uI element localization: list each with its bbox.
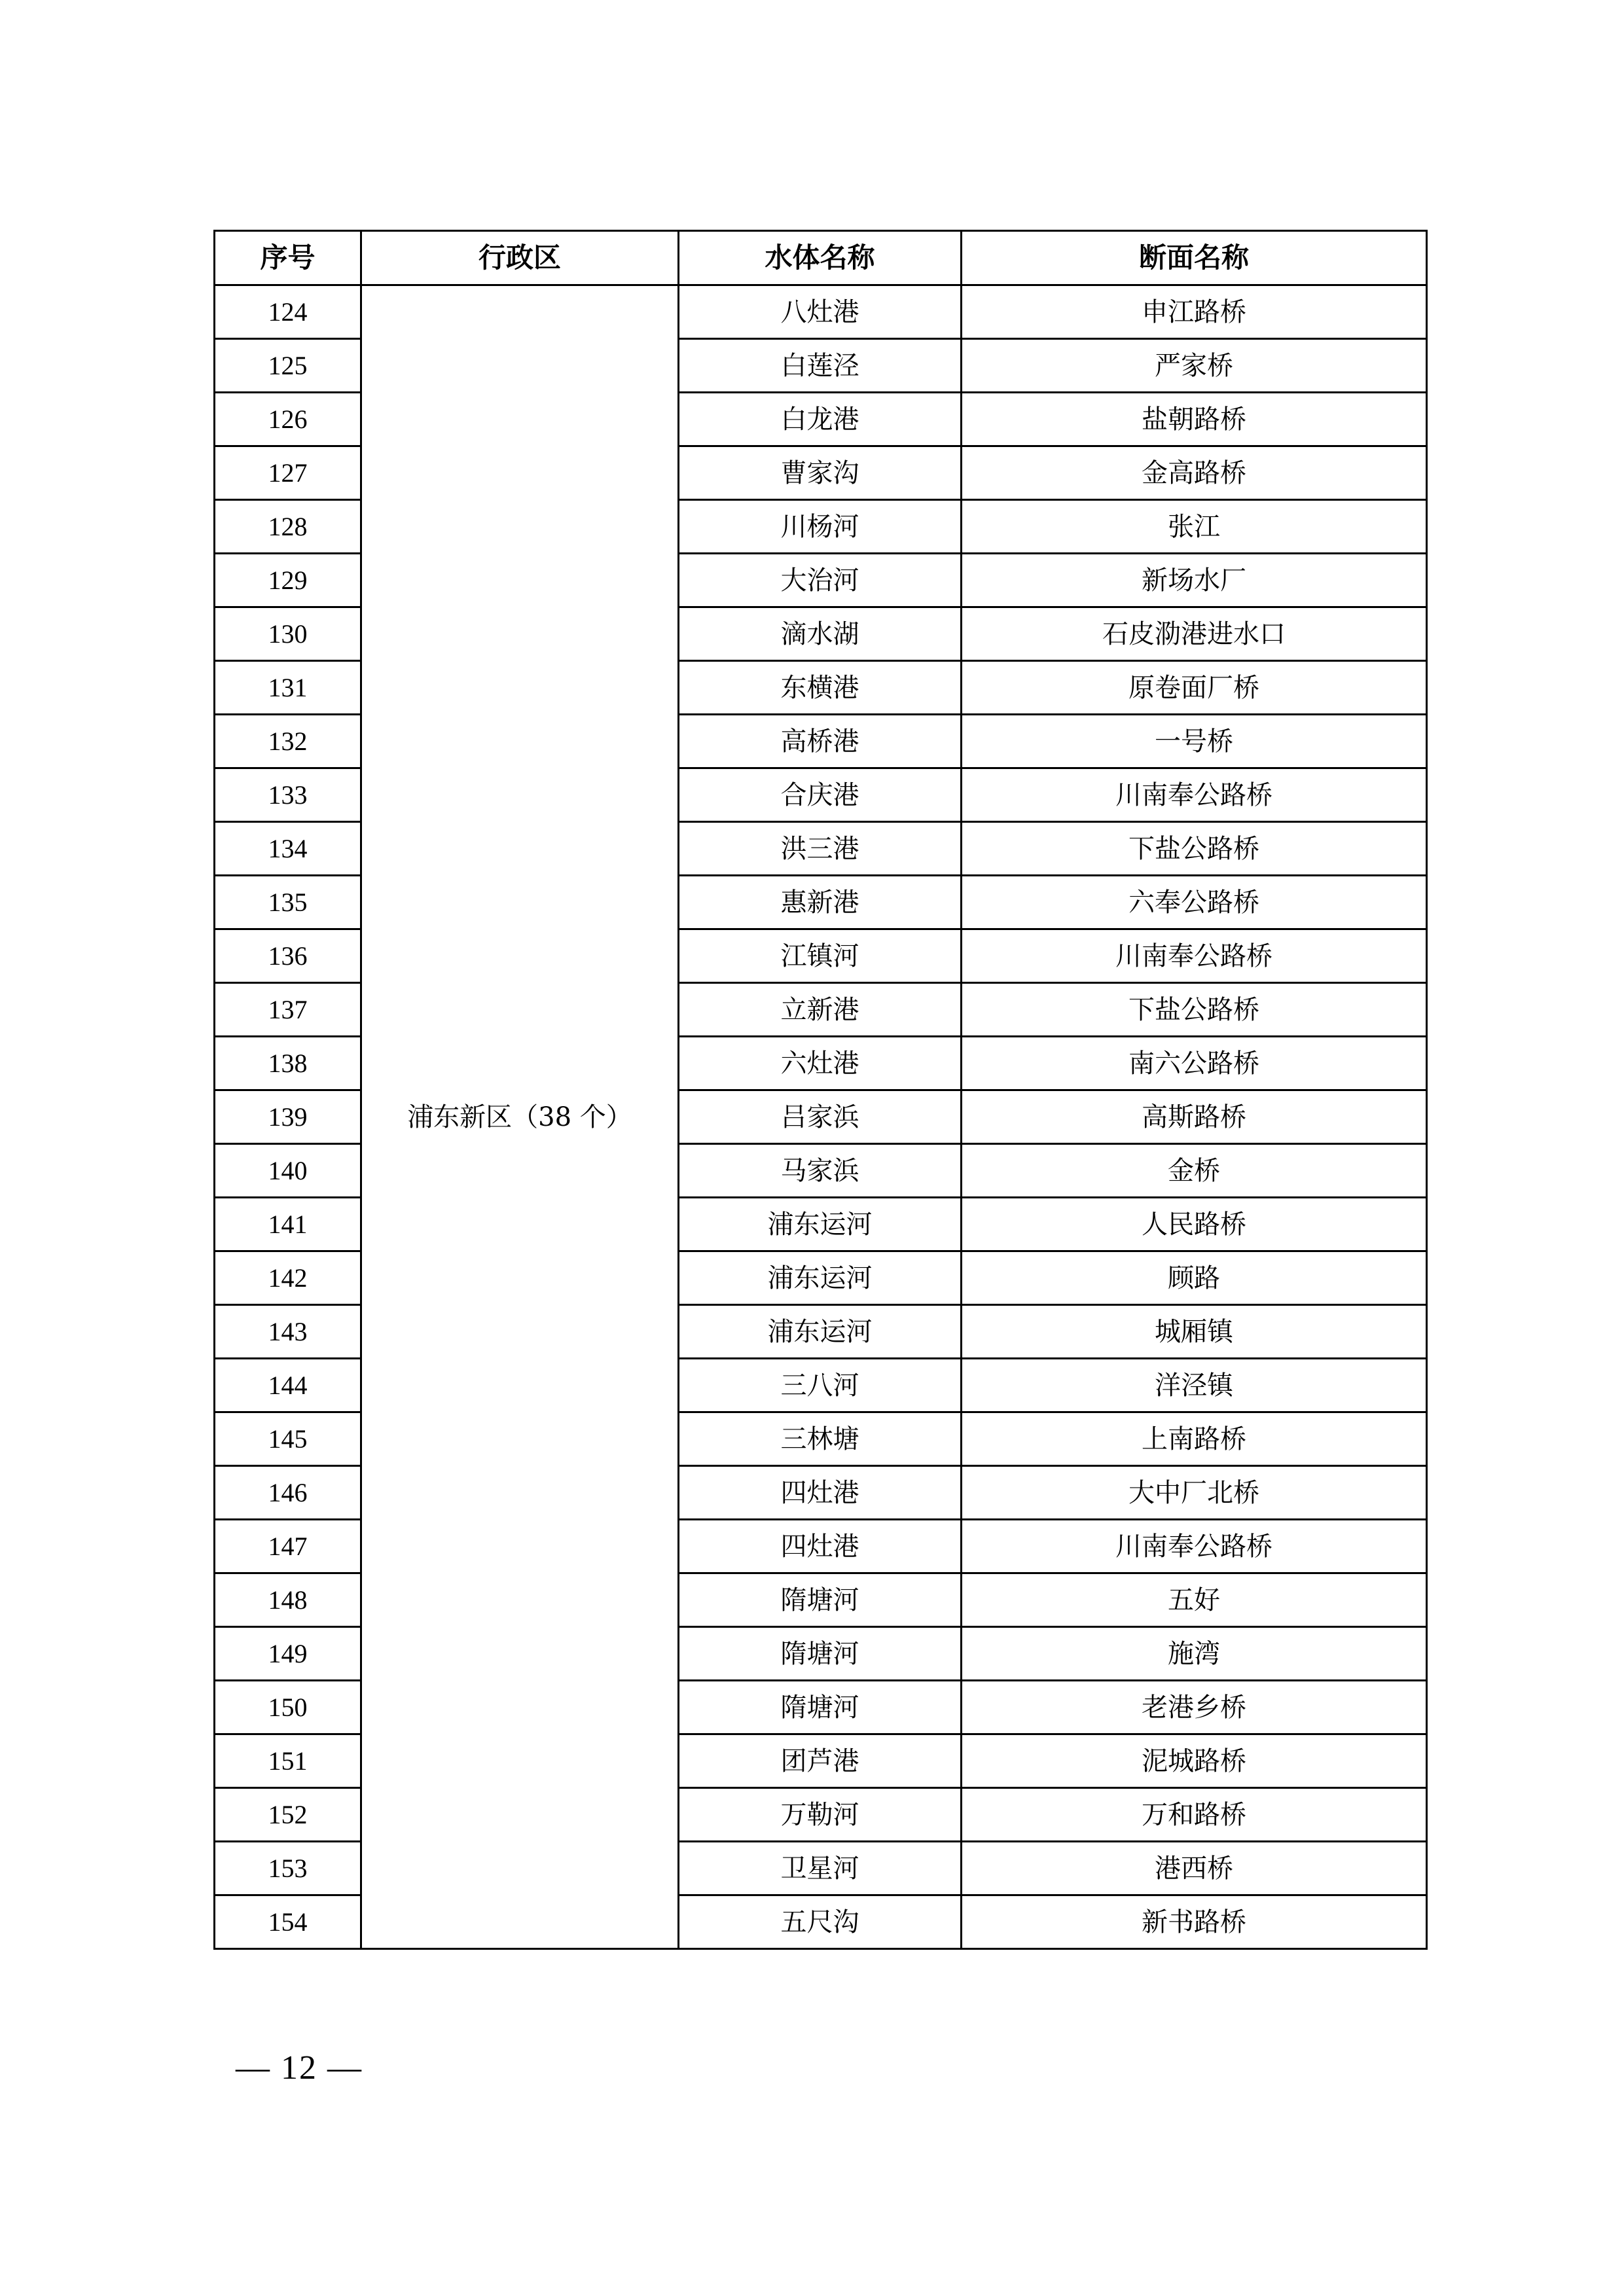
table-row: [215, 285, 1427, 339]
water-body-cell: 川杨河: [679, 500, 962, 554]
serial-number-cell: 135: [215, 876, 361, 929]
section-name-cell: 港西桥: [962, 1842, 1427, 1895]
serial-number-cell: 144: [215, 1359, 361, 1412]
serial-number-cell: 134: [215, 822, 361, 876]
water-body-cell: 三林塘: [679, 1412, 962, 1466]
water-body-cell: 滴水湖: [679, 607, 962, 661]
water-body-cell: 高桥港: [679, 715, 962, 768]
section-name-cell: 高斯路桥: [962, 1090, 1427, 1144]
section-name-cell: 洋泾镇: [962, 1359, 1427, 1412]
section-name-cell: 川南奉公路桥: [962, 768, 1427, 822]
water-body-cell: 浦东运河: [679, 1251, 962, 1305]
serial-number-cell: 147: [215, 1520, 361, 1573]
water-body-cell: 马家浜: [679, 1144, 962, 1198]
water-body-cell: 东横港: [679, 661, 962, 715]
section-name-cell: 金高路桥: [962, 446, 1427, 500]
header-district: 行政区: [361, 231, 679, 285]
water-body-cell: 三八河: [679, 1359, 962, 1412]
section-name-cell: 人民路桥: [962, 1198, 1427, 1251]
water-body-cell: 四灶港: [679, 1466, 962, 1520]
section-name-cell: 张江: [962, 500, 1427, 554]
serial-number-cell: 150: [215, 1681, 361, 1734]
serial-number-cell: 130: [215, 607, 361, 661]
section-name-cell: 盐朝路桥: [962, 393, 1427, 446]
header-section-name: 断面名称: [962, 231, 1427, 285]
section-name-cell: 原卷面厂桥: [962, 661, 1427, 715]
water-body-cell: 万勒河: [679, 1788, 962, 1842]
section-name-cell: 一号桥: [962, 715, 1427, 768]
water-body-cell: 五尺沟: [679, 1895, 962, 1949]
serial-number-cell: 133: [215, 768, 361, 822]
header-serial-number: 序号: [215, 231, 361, 285]
serial-number-cell: 126: [215, 393, 361, 446]
serial-number-cell: 137: [215, 983, 361, 1037]
table-body: [215, 285, 1427, 1949]
serial-number-cell: 136: [215, 929, 361, 983]
section-name-cell: 申江路桥: [962, 285, 1427, 339]
serial-number-cell: 148: [215, 1573, 361, 1627]
section-name-cell: 石皮泐港进水口: [962, 607, 1427, 661]
header-water-body: 水体名称: [679, 231, 962, 285]
water-body-cell: 四灶港: [679, 1520, 962, 1573]
water-body-cell: 卫星河: [679, 1842, 962, 1895]
serial-number-cell: 142: [215, 1251, 361, 1305]
serial-number-cell: 153: [215, 1842, 361, 1895]
water-body-cell: 大治河: [679, 554, 962, 607]
section-name-cell: 金桥: [962, 1144, 1427, 1198]
serial-number-cell: 152: [215, 1788, 361, 1842]
serial-number-cell: 132: [215, 715, 361, 768]
water-body-cell: 江镇河: [679, 929, 962, 983]
monitoring-sections-table: [213, 230, 1428, 1950]
section-name-cell: 施湾: [962, 1627, 1427, 1681]
serial-number-cell: 128: [215, 500, 361, 554]
serial-number-cell: 151: [215, 1734, 361, 1788]
water-body-cell: 洪三港: [679, 822, 962, 876]
serial-number-cell: 141: [215, 1198, 361, 1251]
water-body-cell: 六灶港: [679, 1037, 962, 1090]
serial-number-cell: 154: [215, 1895, 361, 1949]
water-body-cell: 隋塘河: [679, 1681, 962, 1734]
water-body-cell: 团芦港: [679, 1734, 962, 1788]
section-name-cell: 老港乡桥: [962, 1681, 1427, 1734]
serial-number-cell: 129: [215, 554, 361, 607]
water-body-cell: 吕家浜: [679, 1090, 962, 1144]
section-name-cell: 川南奉公路桥: [962, 1520, 1427, 1573]
section-name-cell: 泥城路桥: [962, 1734, 1427, 1788]
section-name-cell: 新场水厂: [962, 554, 1427, 607]
section-name-cell: 下盐公路桥: [962, 822, 1427, 876]
serial-number-cell: 139: [215, 1090, 361, 1144]
section-name-cell: 大中厂北桥: [962, 1466, 1427, 1520]
water-body-cell: 立新港: [679, 983, 962, 1037]
section-name-cell: 六奉公路桥: [962, 876, 1427, 929]
section-name-cell: 川南奉公路桥: [962, 929, 1427, 983]
section-name-cell: 城厢镇: [962, 1305, 1427, 1359]
water-body-cell: 隋塘河: [679, 1627, 962, 1681]
serial-number-cell: 124: [215, 285, 361, 339]
serial-number-cell: 127: [215, 446, 361, 500]
serial-number-cell: 131: [215, 661, 361, 715]
section-name-cell: 严家桥: [962, 339, 1427, 393]
district-cell: 浦东新区（38 个）: [361, 285, 679, 1949]
water-body-cell: 惠新港: [679, 876, 962, 929]
serial-number-cell: 146: [215, 1466, 361, 1520]
section-name-cell: 新书路桥: [962, 1895, 1427, 1949]
section-name-cell: 上南路桥: [962, 1412, 1427, 1466]
serial-number-cell: 125: [215, 339, 361, 393]
table-header-row: [215, 231, 1427, 285]
section-name-cell: 顾路: [962, 1251, 1427, 1305]
water-body-cell: 八灶港: [679, 285, 962, 339]
serial-number-cell: 138: [215, 1037, 361, 1090]
serial-number-cell: 143: [215, 1305, 361, 1359]
water-body-cell: 浦东运河: [679, 1305, 962, 1359]
page-number: — 12 —: [236, 2049, 363, 2087]
water-body-cell: 白莲泾: [679, 339, 962, 393]
water-body-cell: 白龙港: [679, 393, 962, 446]
section-name-cell: 万和路桥: [962, 1788, 1427, 1842]
serial-number-cell: 145: [215, 1412, 361, 1466]
water-body-cell: 曹家沟: [679, 446, 962, 500]
section-name-cell: 五好: [962, 1573, 1427, 1627]
water-body-cell: 合庆港: [679, 768, 962, 822]
serial-number-cell: 140: [215, 1144, 361, 1198]
serial-number-cell: 149: [215, 1627, 361, 1681]
water-body-cell: 隋塘河: [679, 1573, 962, 1627]
water-body-cell: 浦东运河: [679, 1198, 962, 1251]
section-name-cell: 南六公路桥: [962, 1037, 1427, 1090]
section-name-cell: 下盐公路桥: [962, 983, 1427, 1037]
